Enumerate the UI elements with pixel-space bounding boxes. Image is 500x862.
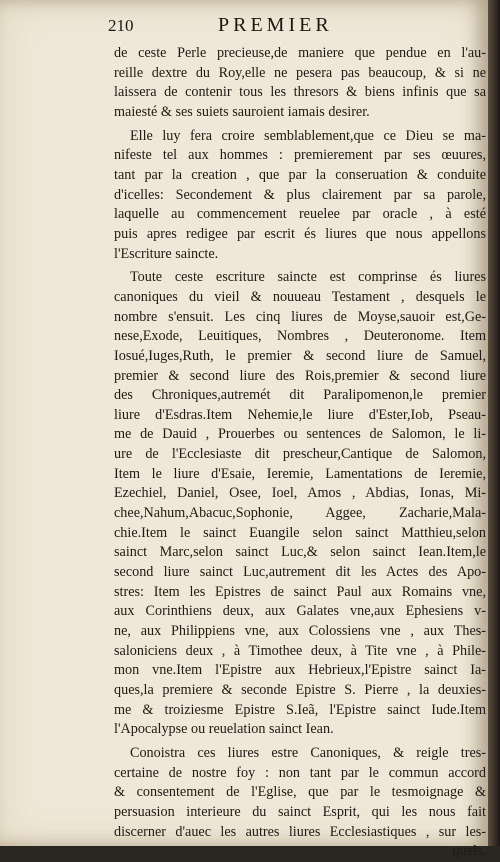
text-line: Ezechiel, Daniel, Osee, Ioel, Amos , Abdias, Ionas, Mi- — [114, 485, 486, 502]
paragraph — [114, 744, 486, 842]
text-line: de ceste Perle precieuse,de maniere que pendue en l'au- — [114, 45, 486, 61]
text-line: Toute ceste escriture saincte est comprinse és liures — [130, 269, 486, 286]
text-line: aux Corinthiens deux, aux Galates vne,aux Ephesiens v- — [114, 603, 486, 620]
text-line: puis apres redigee par escrit és liures que nous appellons — [114, 225, 486, 242]
text-line: liure d'Esdras.Item Nehemie,le liure d'Ester,Iob, Pseau- — [114, 406, 486, 423]
text-line: laissera de contenir tous les thresors & biens infinis que sa — [114, 84, 486, 101]
text-line: l'Escriture saincte. — [114, 245, 219, 262]
text-line: persuasion interieure du sainct Esprit, qui les nous fait — [114, 803, 486, 820]
text-line: discerner d'auec les autres liures Ecclesiastiques , sur les- — [114, 823, 486, 840]
text-line: nifeste tel aux hommes : premierement par ses œuures, — [114, 147, 486, 164]
text-line: sainct Marc,selon sainct Luc,& selon sainct Iean.Item,le — [114, 544, 486, 561]
page-number: 210 — [108, 16, 134, 35]
text-line: Elle luy fera croire semblablement,que ce Dieu se ma- — [130, 127, 486, 144]
text-line: nombre s'ensuit. Les cinq liures de Moyse,sauoir est,Ge- — [114, 308, 486, 325]
text-line: saloniciens deux , à Timothee deux, à Tite vne , à Phile- — [114, 642, 486, 659]
text-line: me de Dauid , Prouerbes ou sentences de Salomon, le li- — [114, 426, 486, 443]
text-line: Conoistra ces liures estre Canoniques, & reigle tres- — [130, 744, 486, 761]
paragraph — [114, 127, 486, 265]
text-line: certaine de nostre foy : non tant par le commun accord — [114, 764, 486, 781]
text-line: & consentement de l'Eglise, que par le tesmoignage & — [114, 784, 486, 801]
text-line: ure de l'Ecclesiaste dit prescheur,Cantique de Salomon, — [114, 446, 486, 463]
text-line: Item le liure d'Esaie, Ieremie, Lamentations de Ieremie, — [114, 465, 486, 482]
text-line: reille dextre du Roy,elle ne pesera pas beaucoup, & si ne — [114, 64, 486, 81]
text-line: canoniques du vieil & nouueau Testament , desquels le — [114, 288, 486, 305]
page-header — [108, 14, 488, 40]
body-text — [114, 44, 486, 862]
text-line: stres: Item les Epistres de sainct Paul aux Romains vne, — [114, 583, 486, 600]
text-line: premier & second liure des Rois,premier & second liure — [114, 367, 486, 384]
text-line: laquelle au commencement reuelee par oracle , à esté — [114, 206, 486, 223]
text-line: des Chroniques,autremét dit Paralipomenon,le premier — [114, 387, 486, 404]
text-line: chee,Nahum,Abacuc,Sophonie, Aggee, Zacharie,Mala- — [114, 505, 486, 522]
text-line: me & troiziesme Epistre S.Ieã, l'Epistre sainct Iude.Item — [114, 701, 486, 718]
text-line: second liure sainct Luc,autrement dit les Actes des Apo- — [114, 564, 486, 581]
text-line: tant par la creation , que par la conseruation & conduite — [114, 166, 486, 183]
text-line: maiesté & ses suiets sauroient iamais desirer. — [114, 103, 370, 120]
text-line: Iosué,Iuges,Ruth, le premier & second liure de Samuel, — [114, 347, 486, 364]
running-title: PREMIER — [218, 14, 333, 36]
paragraph — [114, 44, 486, 123]
paragraph — [114, 268, 486, 740]
text-line: d'icelles: Secondement & plus clairement par sa parole, — [114, 186, 486, 203]
text-line: mon vne.Item l'Epistre aux Hebrieux,l'Epistre sainct Ia- — [114, 662, 486, 679]
page-edge — [488, 0, 500, 846]
text-line: ques,la premiere & seconde Epistre S. Pierre , la deuxies- — [114, 682, 486, 698]
text-line: nese,Exode, Leuitiques, Nombres , Deuteronome. Item — [114, 328, 486, 345]
text-line: ne, aux Philippiens vne, aux Colossiens vne , aux Thes- — [114, 623, 486, 640]
text-line: l'Apocalypse ou reuelation sainct Iean. — [114, 721, 334, 738]
text-line: chie.Item le sainct Euangile selon sainct Matthieu,selon — [114, 524, 486, 541]
catchword: quels, — [452, 843, 486, 860]
